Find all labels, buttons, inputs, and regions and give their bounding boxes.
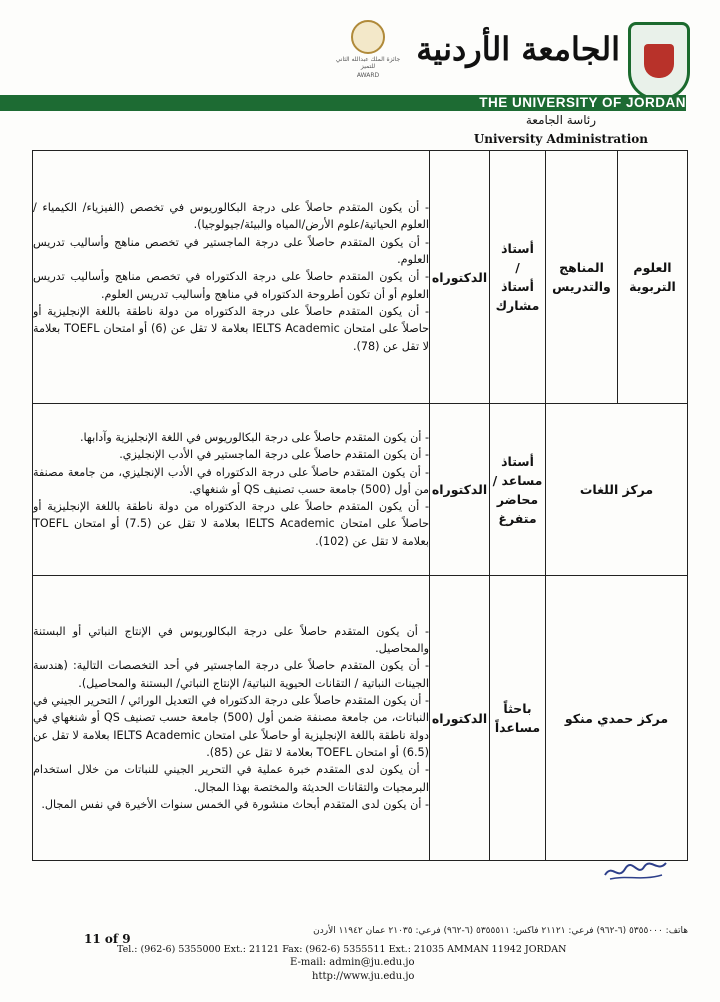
requirements-cell xyxy=(33,151,430,404)
administration-english: University Administration xyxy=(473,132,648,146)
requirement-item: - أن يكون المتقدم حاصلاً على درجة البكالوريوس في تخصص (الفيزياء/ الكيمياء / العلوم الحياتية/علوم الأرض/المياه والبيئة/جيولوجيا). xyxy=(33,201,429,232)
rank-sep: / xyxy=(515,260,520,275)
table-row xyxy=(33,404,688,576)
college-cell: مركز اللغات xyxy=(546,404,688,576)
college-cell: مركز حمدي منكو xyxy=(546,576,688,861)
rank-line: أستاذ xyxy=(501,241,534,256)
award-text-arabic: جائزة الملك عبدالله الثاني للتميز xyxy=(335,56,401,70)
requirement-item: - أن يكون المتقدم حاصلاً على درجة الدكتوراه من دولة ناطقة باللغة الإنجليزية أو حاصلاً على امتحان IELTS Academic بعلامة لا تقل عن (6) أو امتحان TOEFL بعلامة لا تقل عن (78). xyxy=(33,304,430,353)
positions-table xyxy=(32,150,688,861)
department-cell: المناهج والتدريس xyxy=(546,151,618,404)
signature-icon xyxy=(600,855,670,885)
requirement-item: - أن يكون المتقدم حاصلاً على درجة الماجستير في الأدب الإنجليزي. xyxy=(119,448,429,462)
award-seal-icon xyxy=(351,20,385,54)
rank-cell xyxy=(490,151,546,404)
footer-contact-english: Tel.: (962-6) 5355000 Ext.: 21121 Fax: (962-6) 5355511 Ext.: 21035 AMMAN 11942 JORDAN xyxy=(117,944,567,955)
requirement-item: - أن يكون المتقدم حاصلاً على درجة الدكتوراه من دولة ناطقة باللغة الإنجليزية أو حاصلاً على امتحان IELTS Academic بعلامة لا تقل عن (7.5) أو امتحان TOEFL بعلامة لا تقل عن (102). xyxy=(33,500,430,548)
degree-cell: الدكتوراه xyxy=(430,576,490,861)
requirement-item: - أن يكون المتقدم حاصلاً على درجة الدكتوراه في الأدب الإنجليزي، من جامعة مصنفة من أول (500) جامعة حسب تصنيف QS أو شنغهاي. xyxy=(33,465,429,496)
footer-website: http://www.ju.edu.jo xyxy=(312,971,415,982)
degree-cell: الدكتوراه xyxy=(430,404,490,576)
award-seal xyxy=(328,20,408,79)
footer-email: E-mail: admin@ju.edu.jo xyxy=(290,957,415,968)
requirement-item: - أن يكون لدى المتقدم خبرة عملية في التحرير الجيني للنباتات من خلال استخدام البرمجيات والتقانات الحديثة والمختصة بهذا المجال. xyxy=(33,763,429,794)
footer-contact-arabic: هاتف: ٥٣٥٥٠٠٠ (٦-٩٦٢) فرعي: ٢١١٢١ فاكس: ٥٣٥٥٥١١ (٦-٩٦٢) فرعي: ٢١٠٣٥ عمان ١١٩٤٢ الأردن xyxy=(313,926,688,936)
college-cell: العلوم التربوية xyxy=(618,151,688,404)
rank-line: أستاذ مشارك xyxy=(495,279,540,313)
requirement-item: - أن يكون لدى المتقدم أبحاث منشورة في الخمس سنوات الأخيرة في نفس المجال. xyxy=(41,797,429,811)
table-row xyxy=(33,151,688,404)
rank-cell: أستاذ مساعد / محاضر متفرغ xyxy=(490,404,546,576)
requirement-item: - أن يكون المتقدم حاصلاً على درجة الدكتوراه في تخصص مناهج وأساليب تدريس العلوم أو أن تكون أطروحة الدكتوراه في مناهج وأساليب تدريس العلوم. xyxy=(33,270,429,301)
administration-arabic: رئاسة الجامعة xyxy=(525,113,596,127)
rank-cell: باحثاً مساعداً xyxy=(490,576,546,861)
requirements-cell xyxy=(33,576,430,861)
page-number: 11 of 9 xyxy=(84,932,131,946)
university-crest-logo xyxy=(628,22,690,100)
requirements-cell xyxy=(33,404,430,576)
university-name-english: THE UNIVERSITY OF JORDAN xyxy=(479,95,686,110)
requirement-item: - أن يكون المتقدم حاصلاً على درجة الدكتوراه في التعديل الوراثي / التحرير الجيني في النباتات، من جامعة مصنفة ضمن أول (500) جامعة حسب تصنيف QS أو شنغهاي في دولة ناطقة باللغة الإنجليزية أو حاصلاً على امتحان IELTS Academic بعلامة لا تقل عن (6.5) أو امتحان TOEFL بعلامة لا تقل عن (85). xyxy=(33,694,429,759)
requirement-item: - أن يكون المتقدم حاصلاً على درجة البكالوريوس في اللغة الإنجليزية وآدابها. xyxy=(79,430,429,444)
requirement-item: - أن يكون المتقدم حاصلاً على درجة الماجستير في تخصص مناهج وأساليب تدريس العلوم. xyxy=(33,235,429,267)
requirement-item: - أن يكون المتقدم حاصلاً على درجة البكالوريوس في الإنتاج النباتي أو البستنة والمحاصيل. xyxy=(33,624,429,656)
award-text-english: AWARD xyxy=(356,72,380,79)
letterhead xyxy=(0,0,720,150)
requirement-item: - أن يكون المتقدم حاصلاً على درجة الماجستير في أحد التخصصات التالية: (هندسة الجينات النباتية / التقانات الحيوية النباتية/ الإنتاج النباتي/ البستنة والمحاصيل). xyxy=(33,659,429,690)
table-row xyxy=(33,576,688,861)
degree-cell: الدكتوراه xyxy=(430,151,490,404)
university-name-arabic: الجامعة الأردنية xyxy=(416,30,620,68)
